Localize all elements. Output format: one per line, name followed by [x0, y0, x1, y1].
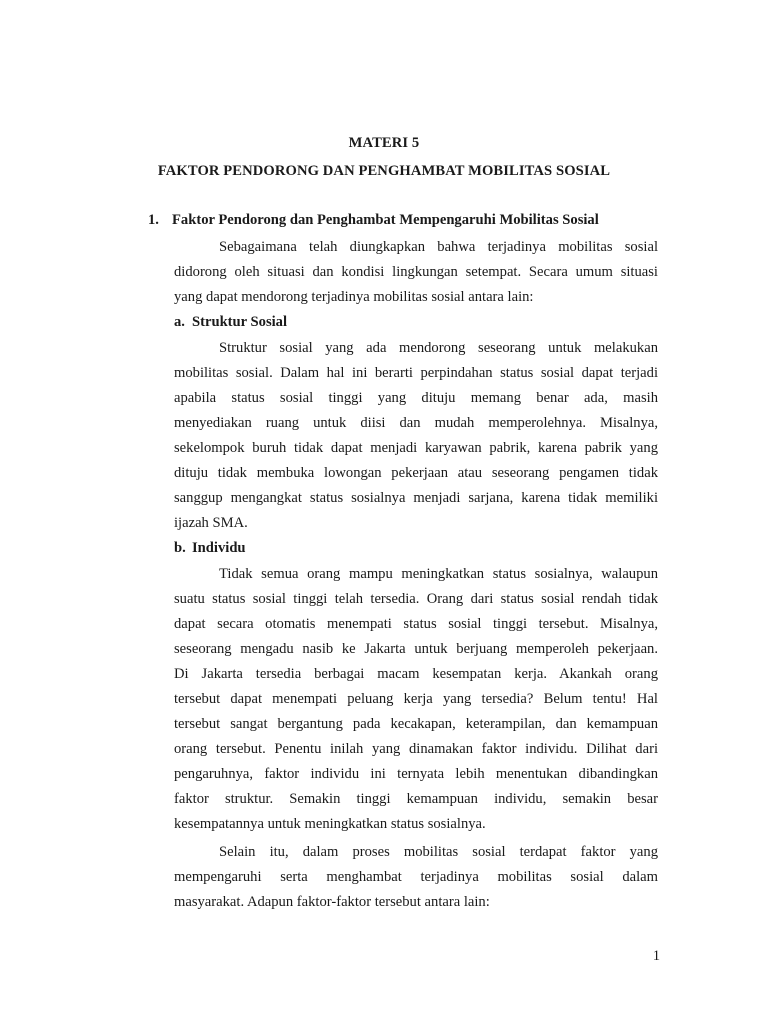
paragraph-line: Sebagaimana telah diungkapkan bahwa terjadinya mobilitas sosial: [219, 239, 658, 255]
paragraph-line: dituju tidak membuka lowongan pekerjaan atau seseorang pengamen tidak: [174, 465, 658, 481]
paragraph-line: sekelompok buruh tidak dapat menjadi karyawan pabrik, karena pabrik yang: [174, 440, 658, 456]
paragraph-line: suatu status sosial tinggi telah tersedia. Orang dari status sosial rendah tidak: [174, 591, 658, 607]
paragraph-line: dapat secara otomatis menempati status sosial tinggi tersebut. Misalnya,: [174, 616, 658, 632]
paragraph-line: tersebut dapat menempati peluang kerja yang tersedia? Belum tentu! Hal: [174, 691, 658, 707]
paragraph-line: pengaruhnya, faktor individu ini ternyata lebih menentukan dibandingkan: [174, 766, 658, 782]
paragraph-line: Selain itu, dalam proses mobilitas sosial terdapat faktor yang: [219, 844, 658, 860]
paragraph-line: mempengaruhi serta menghambat terjadinya mobilitas sosial dalam: [174, 869, 658, 885]
paragraph-line: sanggup mengangkat status sosialnya menjadi sarjana, karena tidak memiliki: [174, 490, 658, 506]
paragraph-line: menyediakan ruang untuk diisi dan mudah memperolehnya. Misalnya,: [174, 415, 658, 431]
paragraph-line: kesempatannya untuk meningkatkan status sosialnya.: [174, 816, 486, 832]
subheading-title: Struktur Sosial: [192, 314, 288, 330]
paragraph-line: faktor struktur. Semakin tinggi kemampuan individu, semakin besar: [174, 791, 658, 807]
section-heading: [148, 212, 599, 229]
paragraph-line: Tidak semua orang mampu meningkatkan status sosialnya, walaupun: [219, 566, 658, 582]
subheading-label: b.: [174, 540, 186, 556]
page-number: 1: [652, 948, 660, 964]
paragraph-line: Di Jakarta tersedia berbagai macam kesempatan kerja. Akankah orang: [174, 666, 658, 682]
paragraph-line: orang tersebut. Penentu inilah yang dinamakan faktor individu. Dilihat dari: [174, 741, 658, 757]
material-label: MATERI 5: [348, 135, 420, 151]
paragraph-line: mobilitas sosial. Dalam hal ini berarti perpindahan status sosial dapat terjadi: [174, 365, 658, 381]
paragraph-line: yang dapat mendorong terjadinya mobilitas sosial antara lain:: [174, 289, 534, 305]
subheading-label: a.: [174, 314, 185, 330]
main-title: FAKTOR PENDORONG DAN PENGHAMBAT MOBILITAS SOSIAL: [157, 163, 611, 179]
subheading-title: Individu: [192, 540, 246, 556]
section-title: Faktor Pendorong dan Penghambat Mempengaruhi Mobilitas Sosial: [172, 212, 599, 228]
paragraph-line: seseorang mengadu nasib ke Jakarta untuk berjuang memperoleh pekerjaan.: [174, 641, 658, 657]
paragraph-line: Struktur sosial yang ada mendorong seseorang untuk melakukan: [219, 340, 658, 356]
subheading-individu: [174, 540, 246, 557]
paragraph-line: ijazah SMA.: [174, 515, 248, 531]
subheading-struktur-sosial: [174, 314, 287, 331]
paragraph-line: masyarakat. Adapun faktor-faktor tersebut antara lain:: [174, 894, 490, 910]
section-number: 1.: [148, 212, 159, 228]
paragraph-line: apabila status sosial tinggi yang dituju memang benar ada, masih: [174, 390, 658, 406]
paragraph-line: didorong oleh situasi dan kondisi lingkungan setempat. Secara umum situasi: [174, 264, 658, 280]
paragraph-line: tersebut sangat bergantung pada kecakapan, keterampilan, dan kemampuan: [174, 716, 658, 732]
